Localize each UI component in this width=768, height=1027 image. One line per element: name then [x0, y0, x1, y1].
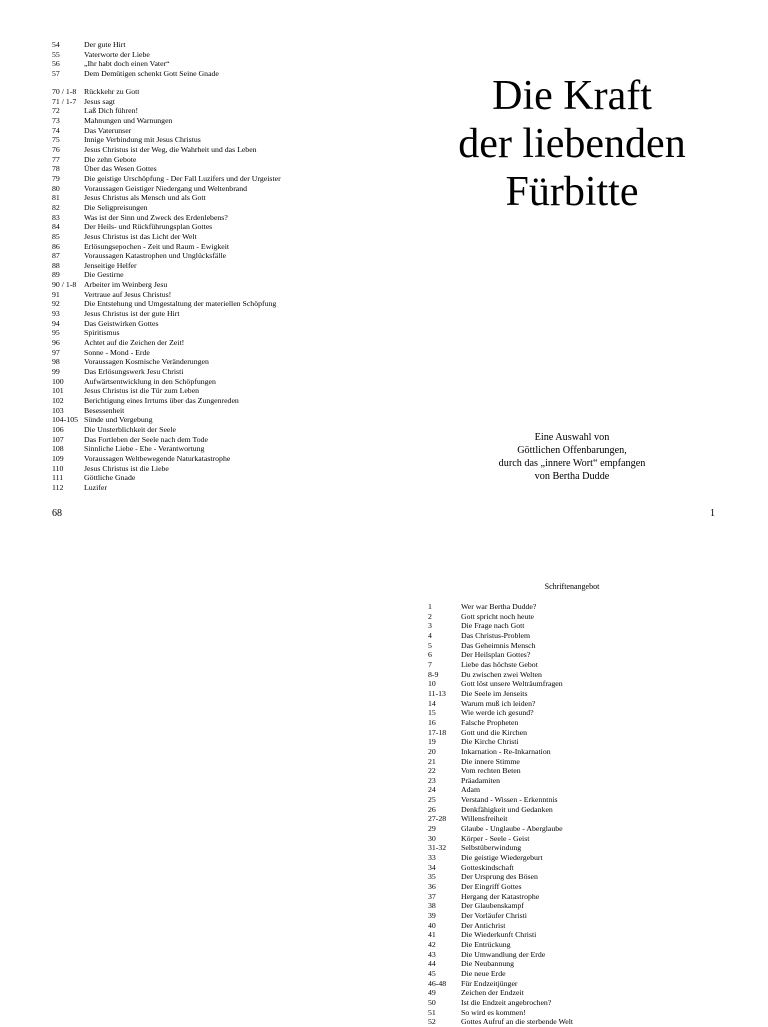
item-number: 15	[428, 708, 436, 718]
item-number: 1	[428, 602, 432, 611]
list-item	[52, 473, 281, 483]
item-number: 39	[428, 911, 436, 920]
item-number: 86	[52, 241, 60, 251]
item-number: 19	[428, 737, 436, 747]
item-number: 16	[428, 717, 436, 727]
subtitle-line: Göttlichen Offenbarungen,	[517, 445, 627, 456]
item-number: 27-28	[428, 814, 447, 824]
item-title: Gott und die Kirchen	[461, 727, 528, 737]
item-title: Erlösungsepochen - Zeit und Raum - Ewigkeit	[84, 241, 230, 251]
list-item	[428, 708, 573, 718]
item-number: 76	[52, 144, 60, 154]
item-number: 93	[52, 309, 60, 319]
item-title: Selbstüberwindung	[461, 843, 522, 853]
list-item	[52, 40, 219, 50]
list-item	[428, 824, 573, 834]
item-title: Voraussagen Geistiger Niedergang und Weltenbrand	[84, 183, 248, 193]
item-number: 89	[52, 270, 60, 280]
item-number: 111	[52, 473, 64, 483]
list-item	[428, 979, 573, 989]
list-item	[52, 97, 281, 107]
item-title: Aufwärtsentwicklung in den Schöpfungen	[84, 376, 216, 386]
list-item	[428, 930, 573, 940]
list-item	[52, 116, 281, 126]
booklet-list-bottom	[428, 602, 573, 1027]
list-item	[428, 766, 573, 776]
item-number: 98	[52, 357, 60, 367]
list-item	[428, 969, 573, 979]
item-title: Präadamiten	[461, 775, 500, 785]
item-number: 36	[428, 882, 436, 892]
list-item	[52, 309, 281, 319]
item-title: Denkfähigkeit und Gedanken	[461, 804, 553, 814]
list-item	[52, 454, 281, 464]
list-item	[428, 631, 573, 641]
list-item	[52, 69, 219, 79]
item-number: 71 / 1-7	[52, 96, 77, 106]
item-number: 97	[52, 347, 60, 357]
item-number: 92	[52, 299, 60, 309]
item-title: Die Seligpreisungen	[84, 202, 148, 212]
item-title: Die Unsterblichkeit der Seele	[84, 424, 177, 434]
item-number: 45	[428, 968, 436, 978]
list-item	[52, 290, 281, 300]
item-title: Die geistige Wiedergeburt	[461, 853, 543, 863]
item-title: Jesus Christus ist die Tür zum Leben	[84, 386, 200, 396]
item-title: Innige Verbindung mit Jesus Christus	[84, 135, 201, 145]
item-title: Warum muß ich leiden?	[461, 698, 536, 708]
item-number: 99	[52, 367, 60, 377]
list-item	[428, 699, 573, 709]
list-item	[428, 940, 573, 950]
item-number: 42	[428, 939, 436, 949]
list-item	[428, 959, 573, 969]
item-title: Willensfreiheit	[461, 814, 508, 824]
item-title: Vom rechten Beten	[461, 766, 521, 776]
item-title: So wird es kommen!	[461, 1007, 526, 1017]
item-number: 79	[52, 173, 60, 183]
item-title: Besessenheit	[84, 405, 125, 415]
list-item	[428, 853, 573, 863]
item-title: Das Geistwirken Gottes	[84, 318, 159, 328]
list-item	[428, 901, 573, 911]
item-title: Zeichen der Endzeit	[461, 988, 524, 998]
item-number: 5	[428, 640, 432, 650]
list-item	[52, 386, 281, 396]
item-title: Arbeiter im Weinberg Jesu	[84, 280, 168, 290]
list-item	[428, 612, 573, 622]
page-number-right: 1	[710, 508, 715, 519]
list-item	[52, 425, 281, 435]
item-number: 20	[428, 746, 436, 756]
item-number: 8-9	[428, 669, 439, 679]
item-title: Voraussagen Weltbewegende Naturkatastrophe	[84, 453, 231, 463]
booklet-list-top-b	[52, 87, 281, 493]
item-title: Falsche Propheten	[461, 717, 519, 727]
item-title: Voraussagen Katastrophen und Unglücksfälle	[84, 251, 227, 261]
item-number: 4	[428, 630, 432, 640]
item-title: Du zwischen zwei Welten	[461, 669, 542, 679]
item-title: „Ihr habt doch einen Vater“	[84, 59, 170, 69]
list-item	[52, 222, 281, 232]
list-item	[428, 737, 573, 747]
item-title: Die geistige Urschöpfung - Der Fall Luzifers und der Urgeister	[84, 173, 281, 183]
item-number: 43	[428, 949, 436, 959]
item-number: 55	[52, 49, 60, 59]
item-title: Jesus Christus als Mensch und als Gott	[84, 193, 206, 203]
item-number: 110	[52, 463, 64, 473]
item-title: Die Seele im Jenseits	[461, 688, 528, 698]
list-item	[52, 396, 281, 406]
item-title: Die Gestirne	[84, 270, 124, 280]
item-number: 51	[428, 1007, 436, 1017]
item-title: Sünde und Vergebung	[84, 415, 153, 425]
list-item	[428, 872, 573, 882]
item-title: Das Vaterunser	[84, 125, 132, 135]
item-title: Das Christus-Problem	[461, 630, 531, 640]
item-number: 6	[428, 650, 432, 660]
list-item	[52, 213, 281, 223]
item-number: 83	[52, 212, 60, 222]
item-title: Der Heils- und Rückführungsplan Gottes	[84, 222, 213, 232]
item-title: Rückkehr zu Gott	[84, 87, 140, 96]
list-item	[52, 435, 281, 445]
list-item	[52, 251, 281, 261]
item-title: Luzifer	[84, 482, 107, 492]
item-number: 22	[428, 766, 436, 776]
item-number: 11-13	[428, 688, 446, 698]
list-item	[428, 602, 573, 612]
item-number: 40	[428, 920, 436, 930]
item-number: 95	[52, 328, 60, 338]
item-title: Für Endzeitjünger	[461, 978, 518, 988]
item-number: 102	[52, 396, 64, 405]
list-item	[428, 641, 573, 651]
list-item	[52, 145, 281, 155]
item-title: Gottes Aufruf an die sterbende Welt	[461, 1017, 574, 1027]
item-title: Gotteskindschaft	[461, 862, 514, 872]
list-item	[52, 193, 281, 203]
item-number: 104-105	[52, 415, 78, 425]
list-item	[52, 261, 281, 271]
list-item	[52, 164, 281, 174]
item-title: Verstand - Wissen - Erkenntnis	[461, 795, 558, 805]
list-item	[428, 747, 573, 757]
item-number: 24	[428, 785, 436, 795]
list-item	[52, 357, 281, 367]
list-item	[52, 483, 281, 493]
item-number: 14	[428, 698, 436, 708]
item-title: Der Eingriff Gottes	[461, 882, 522, 892]
item-title: Die Entrückung	[461, 939, 511, 949]
list-item	[428, 911, 573, 921]
item-title: Über das Wesen Gottes	[84, 164, 157, 174]
item-title: Sinnliche Liebe - Ehe - Verantwortung	[84, 444, 205, 454]
item-number: 17-18	[428, 727, 447, 737]
item-number: 38	[428, 901, 436, 911]
item-title: Vertraue auf Jesus Christus!	[84, 289, 172, 299]
item-title: Vaterworte der Liebe	[84, 49, 150, 59]
item-number: 31-32	[428, 843, 447, 853]
item-title: Gott spricht noch heute	[461, 611, 534, 621]
list-item	[428, 892, 573, 902]
list-item	[52, 319, 281, 329]
item-title: Laß Dich führen!	[84, 106, 139, 116]
item-number: 10	[428, 679, 436, 689]
item-title: Die neue Erde	[461, 968, 506, 978]
list-item	[428, 621, 573, 631]
item-number: 74	[52, 125, 60, 135]
item-number: 3	[428, 621, 432, 631]
subtitle-line: von Bertha Dudde	[534, 471, 610, 482]
item-number: 33	[428, 853, 436, 863]
page-number-left: 68	[52, 508, 62, 519]
title-line: der liebenden	[458, 121, 686, 167]
list-item	[428, 660, 573, 670]
item-title: Voraussagen Kosmische Veränderungen	[84, 357, 209, 367]
list-item	[428, 863, 573, 873]
item-title: Gott löst unsere Welträumfragen	[461, 679, 563, 689]
item-title: Wie werde ich gesund?	[461, 708, 534, 718]
item-title: Das Geheimnis Mensch	[461, 640, 536, 650]
item-title: Mahnungen und Warnungen	[84, 115, 173, 125]
item-title: Die Entstehung und Umgestaltung der materiellen Schöpfung	[84, 299, 277, 309]
list-item	[428, 882, 573, 892]
item-title: Die Neubannung	[461, 959, 515, 969]
item-number: 101	[52, 386, 64, 396]
list-item	[428, 785, 573, 795]
item-number: 72	[52, 106, 60, 116]
item-number: 25	[428, 795, 436, 805]
item-number: 46-48	[428, 978, 447, 988]
item-number: 84	[52, 222, 60, 232]
list-item	[428, 718, 573, 728]
list-item	[428, 776, 573, 786]
item-number: 57	[52, 68, 60, 78]
item-title: Adam	[461, 785, 481, 795]
item-number: 112	[52, 482, 64, 492]
item-number: 49	[428, 988, 436, 998]
list-item	[428, 834, 573, 844]
item-number: 91	[52, 289, 60, 299]
item-number: 41	[428, 930, 436, 940]
item-number: 80	[52, 183, 60, 193]
item-number: 100	[52, 376, 64, 386]
book-subtitle	[470, 431, 674, 483]
title-line: Fürbitte	[505, 169, 639, 215]
subtitle-line: durch das „innere Wort“ empfangen	[498, 458, 646, 469]
list-item	[52, 415, 281, 425]
item-title: Die Umwandlung der Erde	[461, 949, 546, 959]
item-title: Der Glaubenskampf	[461, 901, 525, 911]
list-item	[52, 59, 219, 69]
item-title: Liebe das höchste Gebot	[461, 659, 538, 669]
item-number: 88	[52, 260, 60, 270]
list-item	[428, 988, 573, 998]
item-number: 109	[52, 453, 64, 463]
list-item	[52, 406, 281, 416]
list-item	[428, 650, 573, 660]
item-title: Jesus Christus ist die Liebe	[84, 463, 169, 473]
item-title: Jesus Christus ist der gute Hirt	[84, 309, 180, 319]
item-number: 29	[428, 824, 436, 834]
item-title: Jesus Christus ist der Weg, die Wahrheit und das Leben	[84, 144, 257, 154]
item-title: Sonne - Mond - Erde	[84, 347, 150, 357]
item-number: 106	[52, 424, 64, 434]
list-item	[428, 670, 573, 680]
list-item	[428, 921, 573, 931]
list-item	[52, 155, 281, 165]
list-item	[52, 242, 281, 252]
list-item	[52, 348, 281, 358]
list-item	[52, 174, 281, 184]
item-number: 34	[428, 862, 436, 872]
list-item	[428, 1008, 573, 1018]
item-title: Jesus sagt	[84, 96, 115, 106]
item-title: Was ist der Sinn und Zweck des Erdenlebens?	[84, 212, 228, 222]
item-number: 90 / 1-8	[52, 280, 77, 290]
item-number: 108	[52, 444, 64, 454]
item-number: 78	[52, 164, 60, 174]
list-item	[428, 998, 573, 1008]
item-number: 75	[52, 135, 60, 145]
list-item	[52, 367, 281, 377]
item-title: Jesus Christus ist das Licht der Welt	[84, 231, 197, 241]
item-number: 52	[428, 1017, 436, 1027]
item-title: Hergang der Katastrophe	[461, 891, 540, 901]
list-item	[428, 679, 573, 689]
item-title: Dem Demütigen schenkt Gott Seine Gnade	[84, 68, 219, 78]
item-number: 35	[428, 872, 436, 882]
item-number: 37	[428, 891, 436, 901]
list-item	[52, 184, 281, 194]
item-title: Die Wiederkunft Christi	[461, 930, 537, 940]
item-title: Der Ursprung des Bösen	[461, 872, 538, 882]
item-number: 2	[428, 611, 432, 621]
item-number: 44	[428, 959, 436, 969]
list-item	[52, 464, 281, 474]
item-number: 26	[428, 804, 436, 814]
list-item	[52, 377, 281, 387]
item-title: Das Erlösungswerk Jesu Christi	[84, 367, 184, 377]
item-title: Der Antichrist	[461, 920, 506, 930]
item-number: 23	[428, 775, 436, 785]
item-title: Der gute Hirt	[84, 40, 126, 49]
item-title: Das Fortleben der Seele nach dem Tode	[84, 434, 209, 444]
item-number: 30	[428, 833, 436, 843]
list-item	[428, 1017, 573, 1027]
list-item	[428, 728, 573, 738]
list-item	[52, 299, 281, 309]
item-title: Der Heilsplan Gottes?	[461, 650, 531, 660]
list-item	[52, 232, 281, 242]
item-number: 103	[52, 405, 64, 415]
item-title: Wer war Bertha Dudde?	[461, 602, 537, 611]
item-title: Berichtigung eines Irrtums über das Zungenreden	[84, 396, 239, 405]
list-item	[428, 843, 573, 853]
list-item	[52, 106, 281, 116]
item-title: Die Frage nach Gott	[461, 621, 525, 631]
list-item	[52, 280, 281, 290]
item-number: 81	[52, 193, 60, 203]
item-number: 7	[428, 659, 432, 669]
list-item	[428, 950, 573, 960]
subtitle-line: Eine Auswahl von	[534, 432, 610, 443]
item-title: Achtet auf die Zeichen der Zeit!	[84, 338, 185, 348]
item-title: Die Kirche Christi	[461, 737, 519, 747]
item-number: 73	[52, 115, 60, 125]
item-number: 107	[52, 434, 64, 444]
list-item	[52, 87, 281, 97]
title-line: Die Kraft	[492, 73, 652, 119]
item-title: Göttliche Gnade	[84, 473, 136, 483]
item-title: Die zehn Gebote	[84, 154, 137, 164]
item-title: Körper - Seele - Geist	[461, 833, 530, 843]
book-title	[436, 72, 708, 216]
list-item	[428, 757, 573, 767]
item-title: Die innere Stimme	[461, 756, 520, 766]
list-item	[428, 689, 573, 699]
item-number: 56	[52, 59, 60, 69]
list-item	[428, 805, 573, 815]
list-item	[428, 795, 573, 805]
item-title: Ist die Endzeit angebrochen?	[461, 997, 552, 1007]
list-item	[52, 50, 219, 60]
booklet-list-top-a	[52, 40, 219, 79]
list-item	[52, 126, 281, 136]
list-item	[52, 203, 281, 213]
item-number: 21	[428, 756, 436, 766]
list-item	[52, 270, 281, 280]
item-number: 54	[52, 40, 60, 49]
item-number: 96	[52, 338, 60, 348]
item-number: 87	[52, 251, 60, 261]
item-number: 77	[52, 154, 60, 164]
catalog-heading: Schriftenangebot	[544, 582, 600, 591]
item-number: 94	[52, 318, 60, 328]
list-item	[52, 135, 281, 145]
item-title: Inkarnation - Re-Inkarnation	[461, 746, 551, 756]
item-number: 82	[52, 202, 60, 212]
item-title: Spiritismus	[84, 328, 120, 338]
list-item	[52, 328, 281, 338]
item-title: Jenseitige Helfer	[84, 260, 137, 270]
list-item	[52, 338, 281, 348]
item-number: 50	[428, 997, 436, 1007]
item-title: Glaube - Unglaube - Aberglaube	[461, 824, 563, 834]
item-title: Der Vorläufer Christi	[461, 911, 527, 920]
list-item	[52, 444, 281, 454]
list-item	[428, 814, 573, 824]
item-number: 85	[52, 231, 60, 241]
item-number: 70 / 1-8	[52, 87, 77, 96]
